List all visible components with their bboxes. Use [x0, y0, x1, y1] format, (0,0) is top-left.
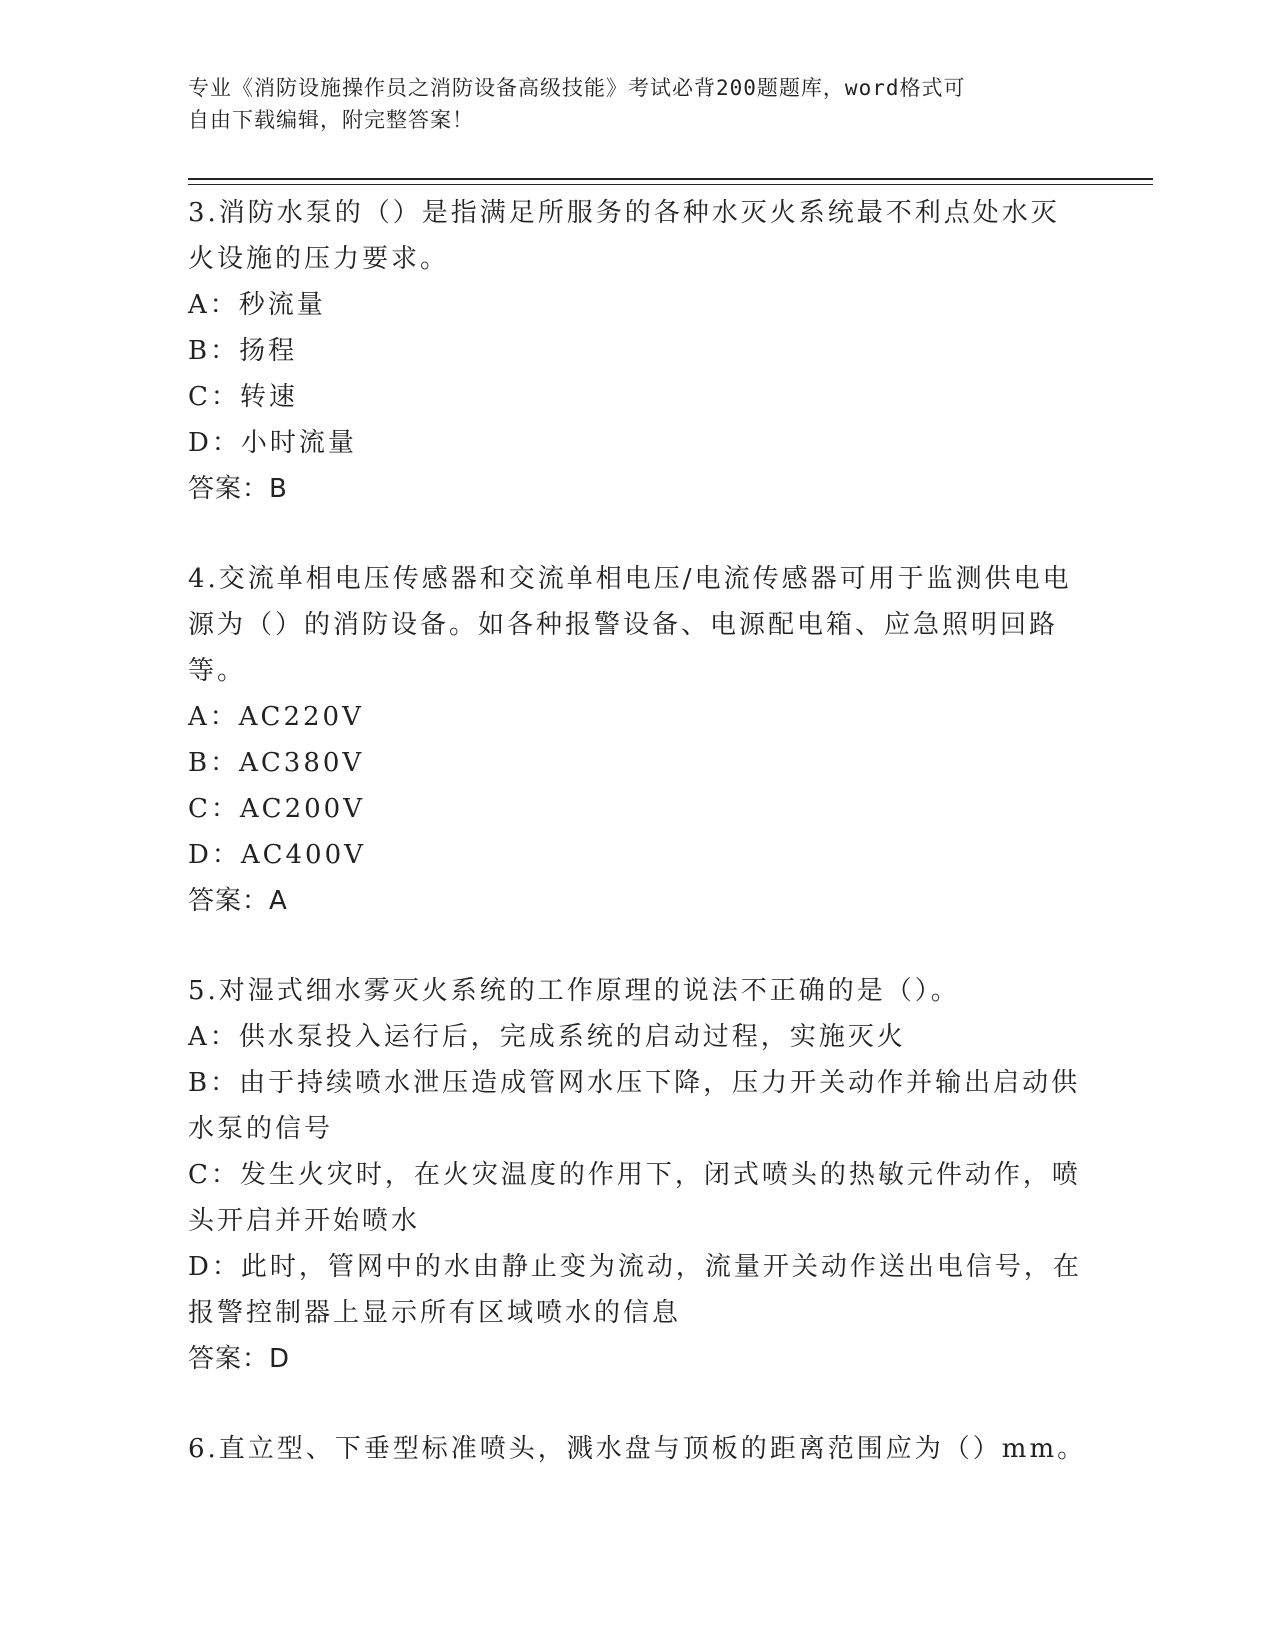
option-d: D：此时，管网中的水由静止变为流动，流量开关动作送出电信号，在 — [188, 1252, 1082, 1282]
header-line-1: 专业《消防设施操作员之消防设备高级技能》考试必背200题题库，word格式可 — [188, 76, 966, 100]
header-line-2: 自由下载编辑，附完整答案！ — [188, 108, 474, 132]
answer-line: 答案：B — [188, 474, 288, 504]
option-b: B：扬程 — [188, 336, 298, 366]
option-c-continued: 头开启并开始喷水 — [188, 1206, 421, 1236]
header-divider-thick — [188, 178, 1153, 180]
option-a: A：秒流量 — [188, 290, 326, 320]
option-a: A：供水泵投入运行后，完成系统的启动过程，实施灭火 — [188, 1022, 906, 1052]
spacer — [188, 924, 1088, 968]
question-stem: 源为（）的消防设备。如各种报警设备、电源配电箱、应急照明回路 — [188, 610, 1059, 640]
spacer — [188, 1382, 1088, 1426]
header-divider-thin — [188, 184, 1153, 185]
document-header — [188, 72, 1088, 136]
spacer — [188, 512, 1088, 556]
option-d-continued: 报警控制器上显示所有区域喷水的信息 — [188, 1298, 682, 1328]
option-b: B：由于持续喷水泄压造成管网水压下降，压力开关动作并输出启动供 — [188, 1068, 1081, 1098]
option-d: D：小时流量 — [188, 428, 357, 458]
option-a: A：AC220V — [188, 702, 364, 732]
option-b-continued: 水泵的信号 — [188, 1114, 334, 1144]
question-block — [188, 968, 1088, 1382]
question-block — [188, 556, 1088, 924]
question-stem: 火设施的压力要求。 — [188, 244, 450, 274]
question-list — [188, 190, 1088, 1472]
option-d: D：AC400V — [188, 840, 366, 870]
option-c: C：AC200V — [188, 794, 365, 824]
option-c: C：转速 — [188, 382, 298, 412]
question-stem: 6.直立型、下垂型标准喷头，溅水盘与顶板的距离范围应为（）mm。 — [188, 1434, 1087, 1464]
answer-line: 答案：A — [188, 886, 288, 916]
question-stem: 5.对湿式细水雾灭火系统的工作原理的说法不正确的是（）。 — [188, 976, 960, 1006]
option-c: C：发生火灾时，在火灾温度的作用下，闭式喷头的热敏元件动作，喷 — [188, 1160, 1081, 1190]
question-stem: 3.消防水泵的（）是指满足所服务的各种水灭火系统最不利点处水灭 — [188, 198, 1060, 228]
question-block — [188, 1426, 1088, 1472]
question-stem: 等。 — [188, 656, 247, 686]
question-stem: 4.交流单相电压传感器和交流单相电压/电流传感器可用于监测供电电 — [188, 564, 1072, 594]
question-block — [188, 190, 1088, 512]
option-b: B：AC380V — [188, 748, 365, 778]
answer-line: 答案：D — [188, 1344, 291, 1374]
